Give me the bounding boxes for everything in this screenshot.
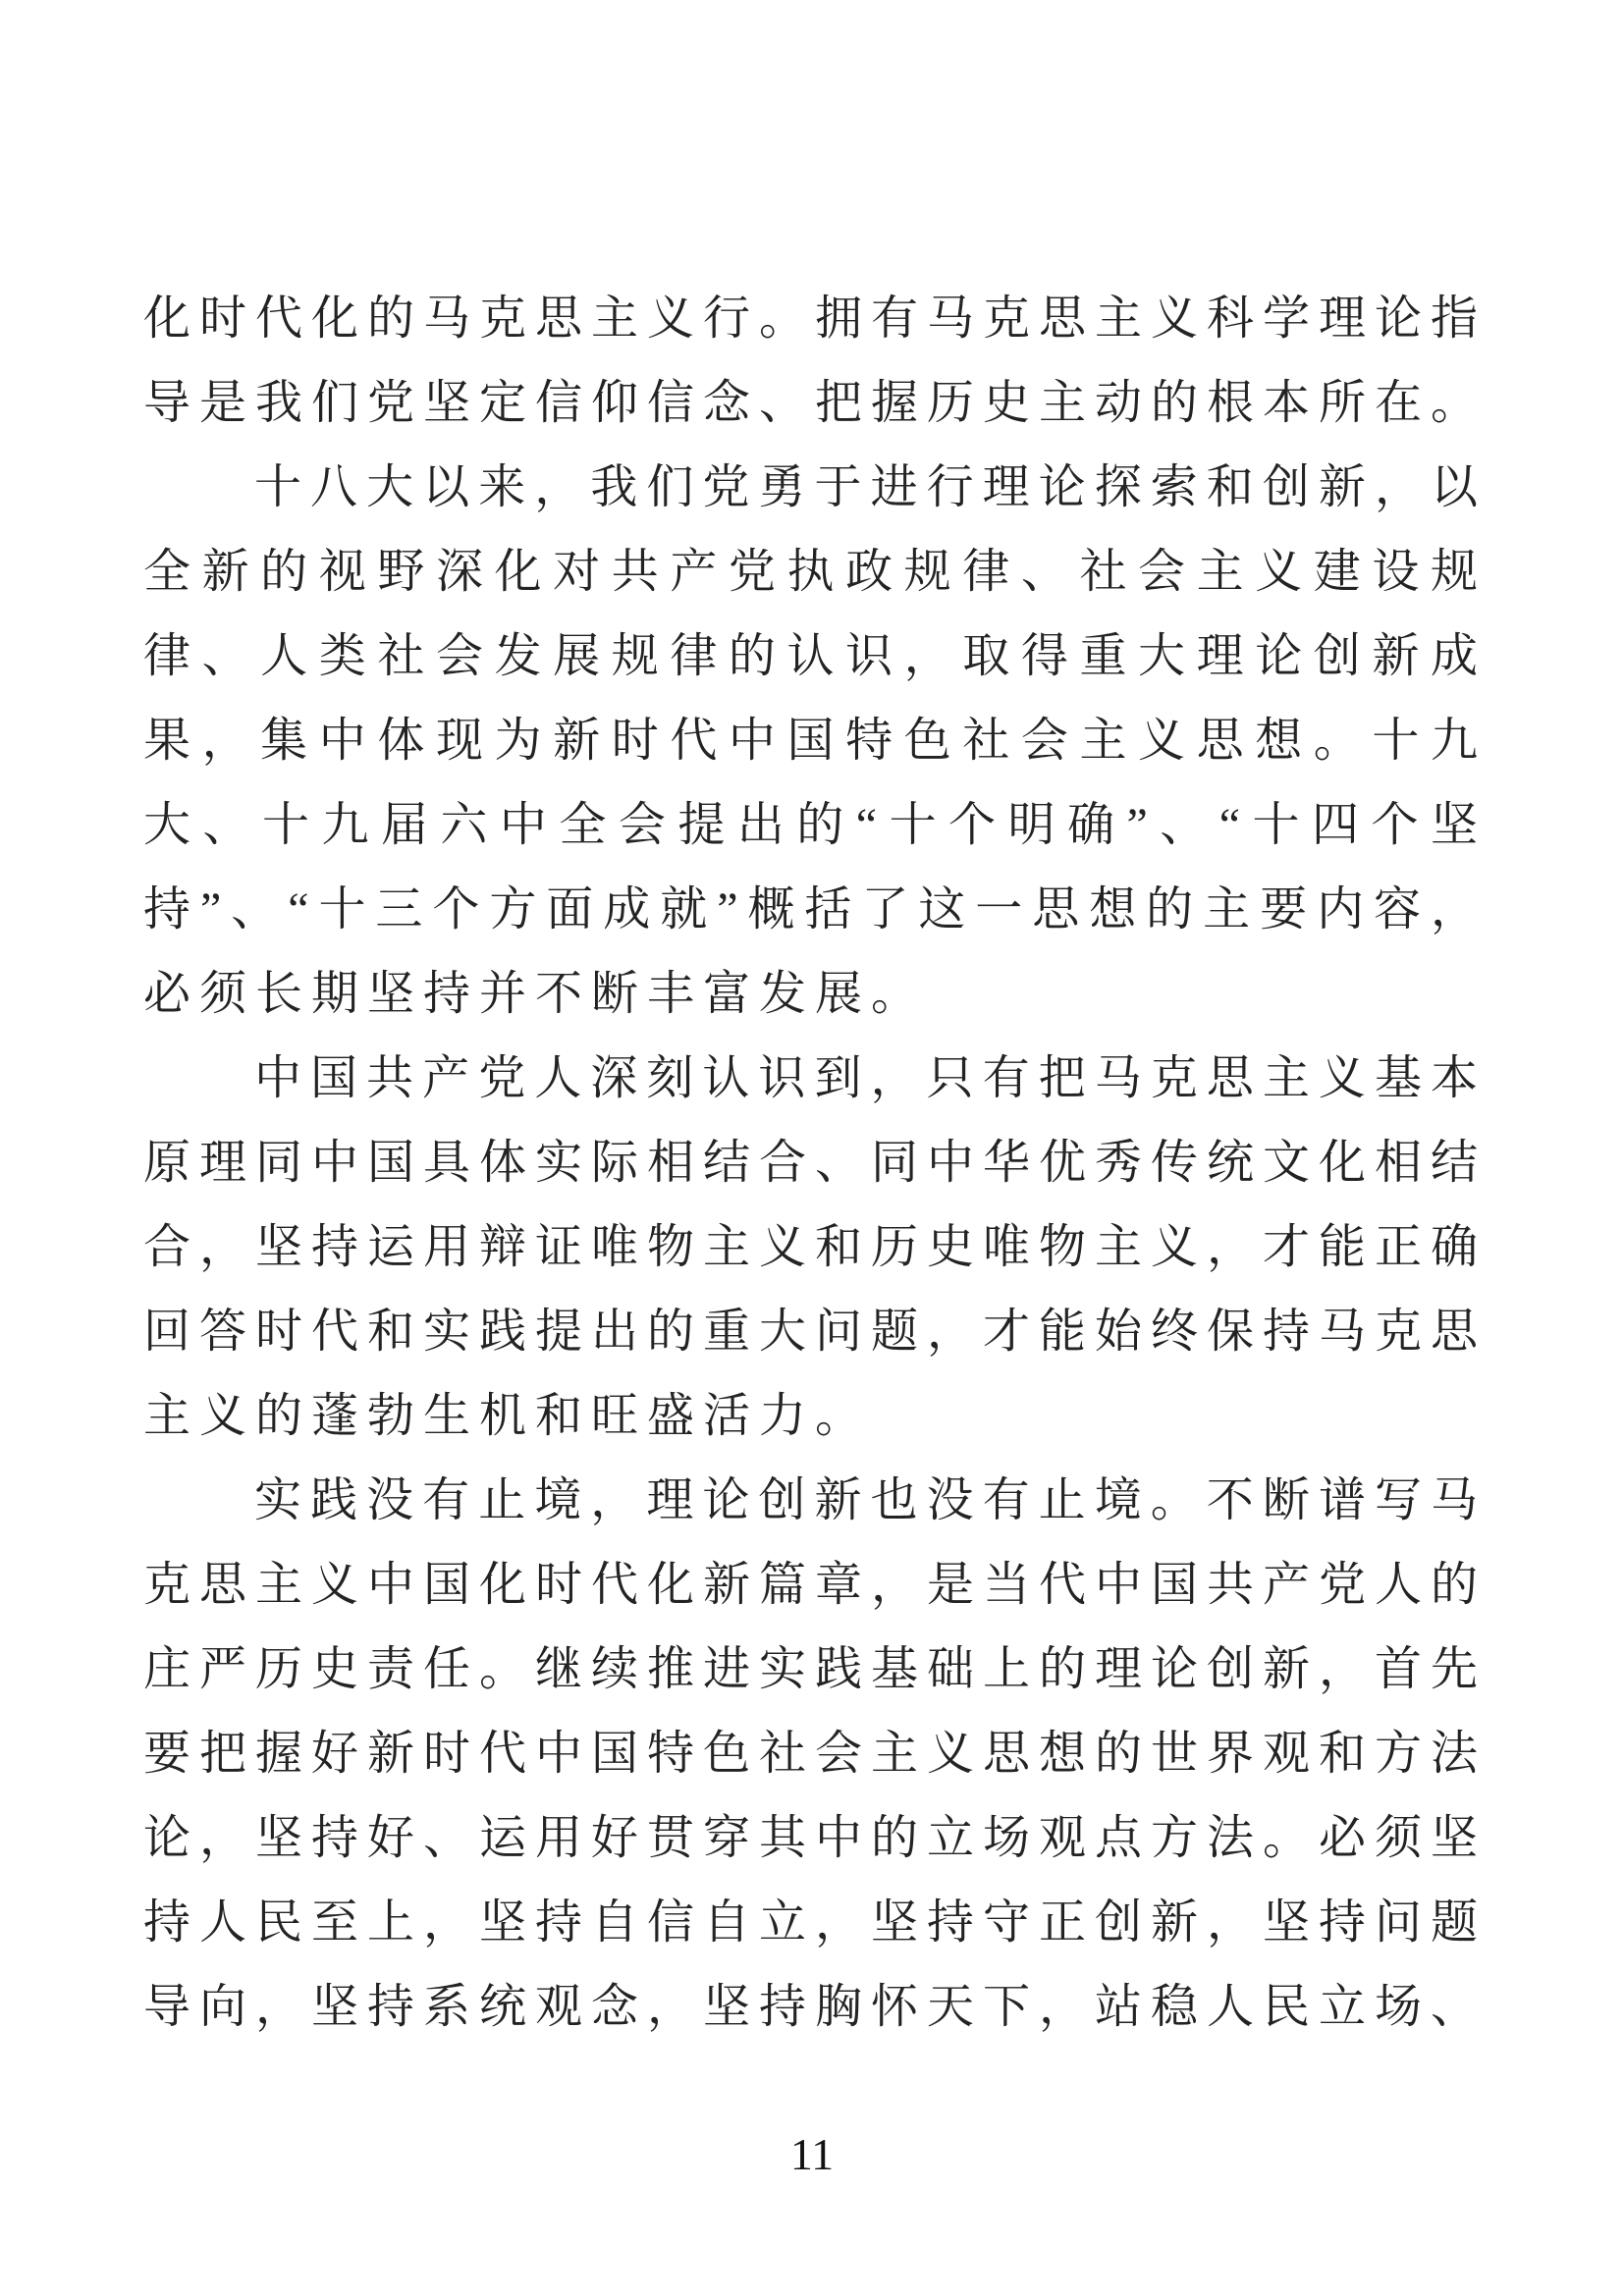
paragraph: 十八大以来，我们党勇于进行理论探索和创新，以全新的视野深化对共产党执政规律、社会主义建设规律、人类社会发展规律的认识，取得重大理论创新成果，集中体现为新时代中国特色社会主义思想。十九大、十九届六中全会提出的“十个明确”、“十四个坚持”、“十三个方面成就”概括了这一思想的主要内容，必须长期坚持并不断丰富发展。 [143, 461, 1487, 1020]
paragraph: 实践没有止境，理论创新也没有止境。不断谱写马克思主义中国化时代化新篇章，是当代中国共产党人的庄严历史责任。继续推进实践基础上的理论创新，首先要把握好新时代中国特色社会主义思想的世界观和方法论，坚持好、运用好贯穿其中的立场观点方法。必须坚持人民至上，坚持自信自立，坚持守正创新，坚持问题导向，坚持系统观念，坚持胸怀天下，站稳人民立场、 [143, 1474, 1488, 2033]
paragraph-continuation: 化时代化的马克思主义行。拥有马克思主义科学理论指导是我们党坚定信仰信念、把握历史主动的根本所在。 [143, 293, 1488, 429]
page-footer [0, 2128, 1624, 2180]
body-text [143, 277, 1487, 2050]
page-number: 11 [789, 2129, 835, 2179]
paragraph: 中国共产党人深刻认识到，只有把马克思主义基本原理同中国具体实际相结合、同中华优秀传统文化相结合，坚持运用辩证唯物主义和历史唯物主义，才能正确回答时代和实践提出的重大问题，才能始终保持马克思主义的蓬勃生机和旺盛活力。 [143, 1052, 1488, 1442]
